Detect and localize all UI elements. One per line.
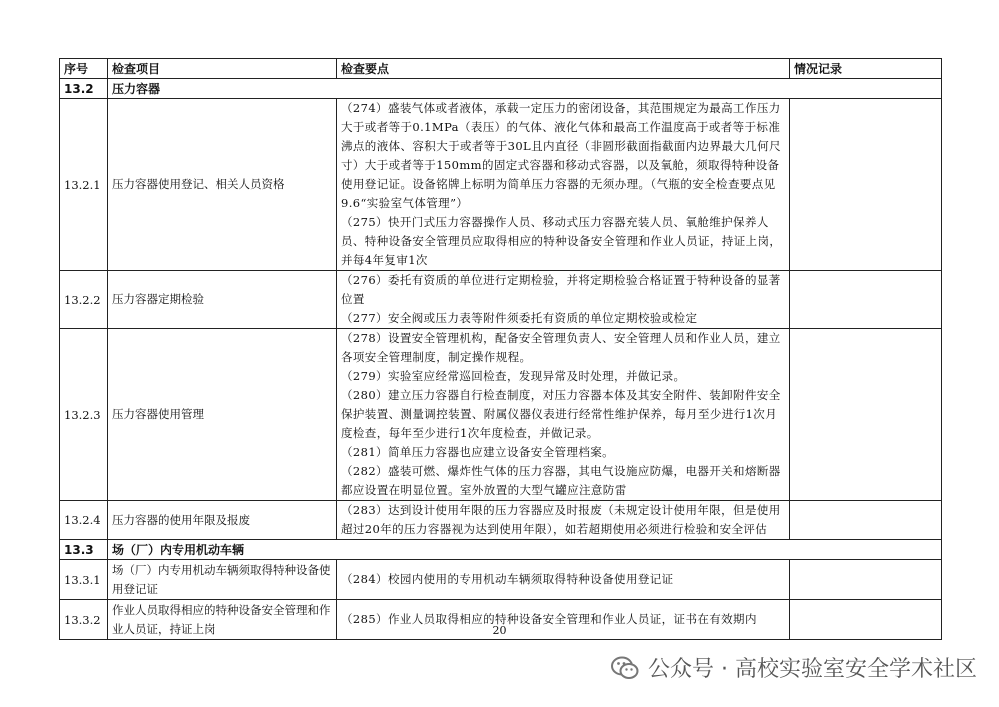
table-header-row <box>60 59 942 79</box>
point-text: （278）设置安全管理机构，配备安全管理负责人、安全管理人员和作业人员，建立各项安全管理制度，制定操作规程。 <box>341 331 781 364</box>
row-points <box>337 99 790 271</box>
table-row <box>60 99 942 271</box>
point-text: （277）安全阀或压力表等附件须委托有资质的单位定期校验或检定 <box>341 311 698 325</box>
footer-watermark <box>610 652 977 683</box>
point-text: （283）达到设计使用年限的压力容器应及时报废（未规定设计使用年限，但是使用超过20年的压力容器视为达到使用年限），如若超期使用必须进行检验和安全评估 <box>341 503 781 536</box>
row-item: 场（厂）内专用机动车辆须取得特种设备使用登记证 <box>108 560 337 600</box>
point-text: （280）建立压力容器自行检查制度，对压力容器本体及其安全附件、装卸附件安全保护装置、测量调控装置、附属仪器仪表进行经常性维护保养，每月至少进行1次月度检查，每年至少进行1次年度检查，并做记录。 <box>341 388 781 440</box>
record-cell[interactable] <box>790 99 942 271</box>
table-row <box>60 501 942 540</box>
record-cell[interactable] <box>790 501 942 540</box>
row-code: 13.2.4 <box>60 501 108 540</box>
row-points <box>337 560 790 600</box>
point-text: （281）简单压力容器也应建立设备安全管理档案。 <box>341 445 615 459</box>
row-code: 13.2.3 <box>60 329 108 501</box>
point-text: （285）作业人员取得相应的特种设备安全管理和作业人员证，证书在有效期内 <box>341 612 757 626</box>
header-index: 序号 <box>60 59 108 79</box>
wechat-icon <box>610 655 640 681</box>
record-cell[interactable] <box>790 560 942 600</box>
section-title: 压力容器 <box>108 79 942 99</box>
header-item: 检查项目 <box>108 59 337 79</box>
section-code: 13.2 <box>60 79 108 99</box>
row-item: 压力容器的使用年限及报废 <box>108 501 337 540</box>
point-text: （274）盛装气体或者液体，承载一定压力的密闭设备，其范围规定为最高工作压力大于或者等于0.1MPa（表压）的气体、液化气体和最高工作温度高于或者等于标准沸点的液体、容积大于或者等于30L且内直径（非圆形截面指截面内边界最大几何尺寸）大于或者等于150mm的固定式容器和移动式容器，以及氧舱，须取得特种设备使用登记证。设备铭牌上标明为简单压力容器的无须办理。（气瓶的安全检查要点见9.6“实验室气体管理”） <box>341 101 781 210</box>
footer-text: 公众号 · 高校实验室安全学术社区 <box>648 657 977 682</box>
row-code: 13.2.1 <box>60 99 108 271</box>
section-row <box>60 79 942 99</box>
point-text: （275）快开门式压力容器操作人员、移动式压力容器充装人员、氧舱维护保养人员、特种设备安全管理员应取得相应的特种设备安全管理和作业人员证，持证上岗，并每4年复审1次 <box>341 215 782 267</box>
row-points <box>337 271 790 329</box>
row-item: 压力容器定期检验 <box>108 271 337 329</box>
point-text: （282）盛装可燃、爆炸性气体的压力容器，其电气设施应防爆，电器开关和熔断器都应设置在明显位置。室外放置的大型气罐应注意防雷 <box>341 464 781 497</box>
section-title: 场（厂）内专用机动车辆 <box>108 540 942 560</box>
row-code: 13.3.1 <box>60 560 108 600</box>
row-item: 压力容器使用管理 <box>108 329 337 501</box>
header-record: 情况记录 <box>790 59 942 79</box>
page-number: 20 <box>492 624 507 637</box>
inspection-table <box>59 58 942 640</box>
table-row <box>60 271 942 329</box>
point-text: （279）实验室应经常巡回检查，发现异常及时处理，并做记录。 <box>341 369 686 383</box>
table-row <box>60 560 942 600</box>
header-points: 检查要点 <box>337 59 790 79</box>
point-text: （276）委托有资质的单位进行定期检验，并将定期检验合格证置于特种设备的显著位置 <box>341 273 781 306</box>
row-points <box>337 501 790 540</box>
row-item: 作业人员取得相应的特种设备安全管理和作业人员证，持证上岗 <box>108 600 337 640</box>
record-cell[interactable] <box>790 329 942 501</box>
row-code: 13.2.2 <box>60 271 108 329</box>
point-text: （284）校园内使用的专用机动车辆须取得特种设备使用登记证 <box>341 572 674 586</box>
row-code: 13.3.2 <box>60 600 108 640</box>
section-code: 13.3 <box>60 540 108 560</box>
section-row <box>60 540 942 560</box>
record-cell[interactable] <box>790 271 942 329</box>
row-item: 压力容器使用登记、相关人员资格 <box>108 99 337 271</box>
row-points <box>337 329 790 501</box>
table-row <box>60 329 942 501</box>
